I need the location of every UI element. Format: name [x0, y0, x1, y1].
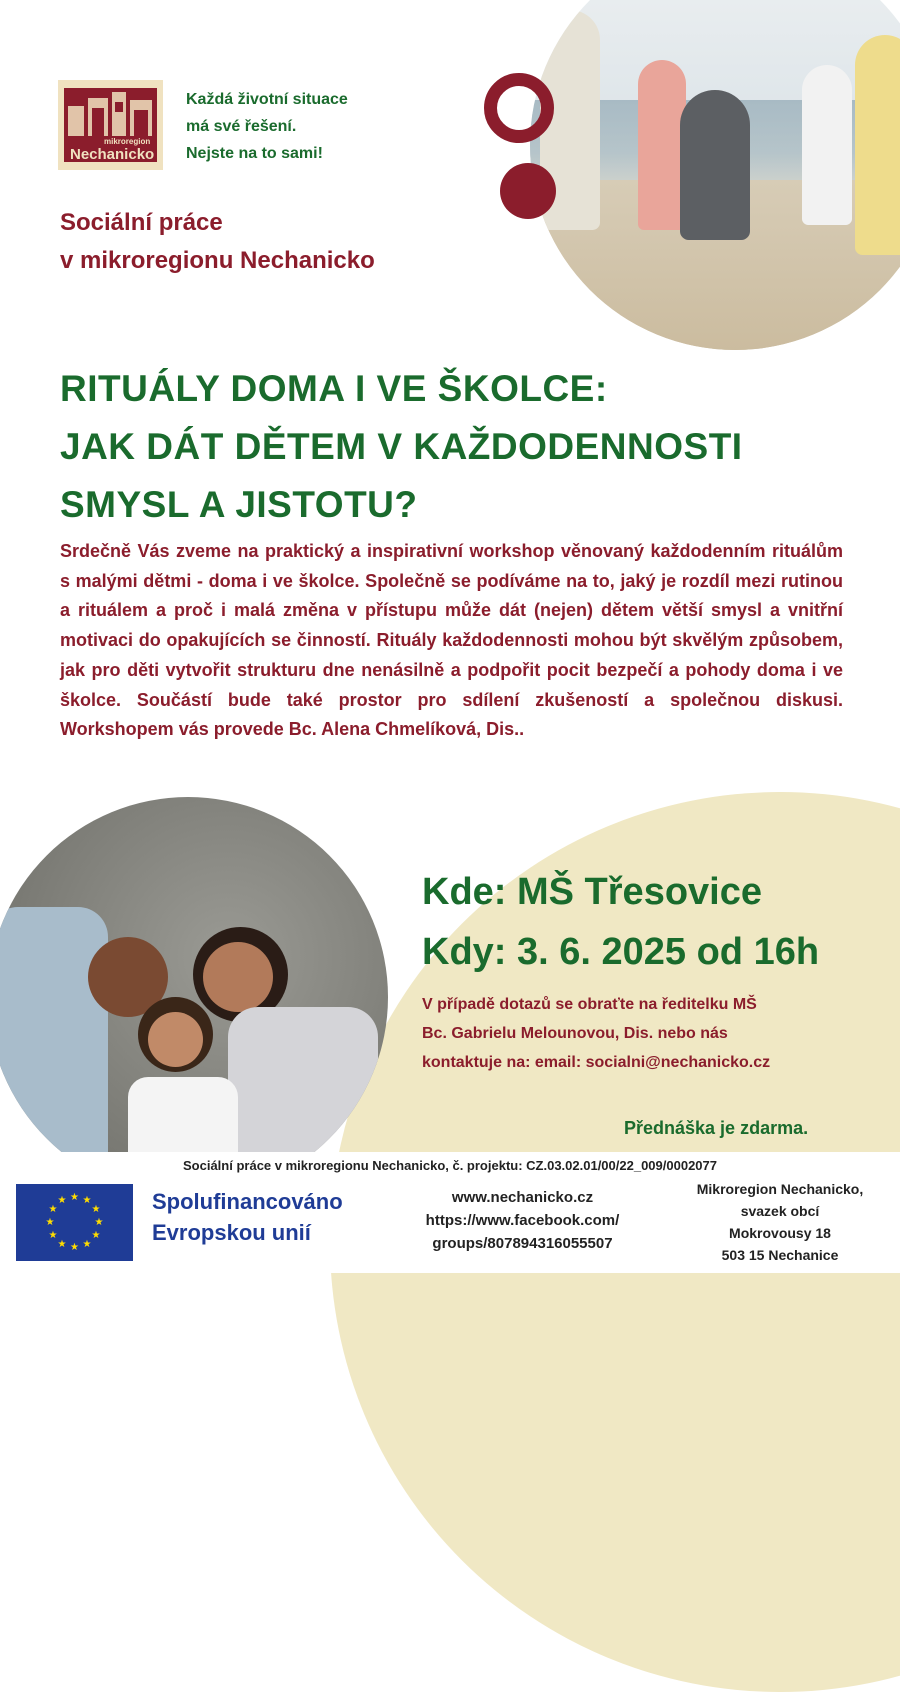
- headline: [60, 360, 860, 534]
- decorative-ring: [484, 73, 554, 143]
- contact-line: V případě dotazů se obraťte na ředitelku MŠ: [422, 996, 757, 1013]
- tagline-line: Nejste na to sami!: [186, 145, 323, 162]
- subtitle-line: v mikroregionu Nechanicko: [60, 247, 375, 274]
- beach-photo: [530, 0, 900, 350]
- subtitle: [60, 204, 375, 280]
- website-link[interactable]: www.nechanicko.cz: [451, 1189, 594, 1206]
- subtitle-line: Sociální práce: [60, 209, 223, 236]
- svg-text:★: ★: [94, 1217, 104, 1228]
- facebook-link[interactable]: https://www.facebook.com/: [425, 1212, 620, 1229]
- contact-line: Bc. Gabrielu Melounovou, Dis. nebo nás: [422, 1025, 728, 1042]
- decorative-dot: [500, 163, 556, 219]
- eu-text-line: Evropskou unií: [152, 1220, 311, 1245]
- tagline-line: má své řešení.: [186, 118, 297, 135]
- free-note: Přednáška je zdarma.: [624, 1118, 809, 1138]
- headline-line: RITUÁLY DOMA I VE ŠKOLCE:: [60, 368, 608, 409]
- facebook-link-cont[interactable]: groups/807894316055507: [432, 1235, 613, 1252]
- castle-icon: [64, 88, 157, 138]
- web-links: [400, 1186, 645, 1255]
- svg-text:★: ★: [57, 1195, 67, 1206]
- tagline-line: Každá životní situace: [186, 91, 348, 108]
- mikroregion-logo: [58, 80, 163, 170]
- contact-line: kontaktuje na: email: socialni@nechanicko.cz: [422, 1054, 771, 1071]
- address-block: [690, 1178, 870, 1266]
- tagline: [186, 86, 466, 167]
- eu-flag-icon: [16, 1184, 133, 1261]
- svg-text:★: ★: [91, 1204, 101, 1215]
- address-line: Mokrovousy 18: [729, 1225, 831, 1241]
- logo-small-text: mikroregion: [104, 137, 151, 146]
- svg-text:★: ★: [91, 1230, 101, 1241]
- family-photo: [0, 797, 388, 1197]
- logo-name: Nechanicko: [70, 146, 155, 163]
- svg-text:★: ★: [82, 1195, 92, 1206]
- address-line: svazek obcí: [740, 1203, 820, 1219]
- body-text: Srdečně Vás zveme na praktický a inspirativní workshop věnovaný každodenním rituálům s malými dětmi - doma i ve školce. Společně se podíváme na to, jaký je rozdíl mezi rutinou a rituálem a proč i malá změna v přístupu může dát (nejen) dětem větší smysl a vnitřní motivaci do opakujících se činností. Rituály každodennosti mohou být skvělým způsobem, jak pro děti vytvořit strukturu dne nenásilně a podpořit pocit bezpečí a pohody doma i ve školce. Součástí bude také prostor pro sdílení zkušeností a společnou diskusi. Workshopem vás provede Bc. Alena Chmelíková, Dis..: [60, 541, 843, 740]
- contact-info: [422, 990, 862, 1077]
- address-line: 503 15 Nechanice: [721, 1247, 839, 1263]
- event-date: Kdy: 3. 6. 2025 od 16h: [422, 931, 820, 973]
- svg-text:★: ★: [48, 1204, 58, 1215]
- svg-text:★: ★: [48, 1230, 58, 1241]
- project-number: Sociální práce v mikroregionu Nechanicko, č. projektu: CZ.03.02.01/00/22_009/0002077: [183, 1158, 717, 1173]
- headline-line: JAK DÁT DĚTEM V KAŽDODENNOSTI: [60, 426, 743, 467]
- svg-text:★: ★: [70, 1192, 79, 1203]
- svg-text:★: ★: [57, 1239, 67, 1250]
- eu-text-line: Spolufinancováno: [152, 1189, 343, 1214]
- svg-text:★: ★: [45, 1217, 55, 1228]
- svg-text:★: ★: [82, 1239, 92, 1250]
- eu-cofinanced-text: [152, 1186, 343, 1248]
- address-line: Mikroregion Nechanicko,: [696, 1181, 864, 1197]
- headline-line: SMYSL A JISTOTU?: [60, 484, 418, 525]
- event-location: Kde: MŠ Třesovice: [422, 871, 762, 913]
- svg-text:★: ★: [70, 1242, 79, 1253]
